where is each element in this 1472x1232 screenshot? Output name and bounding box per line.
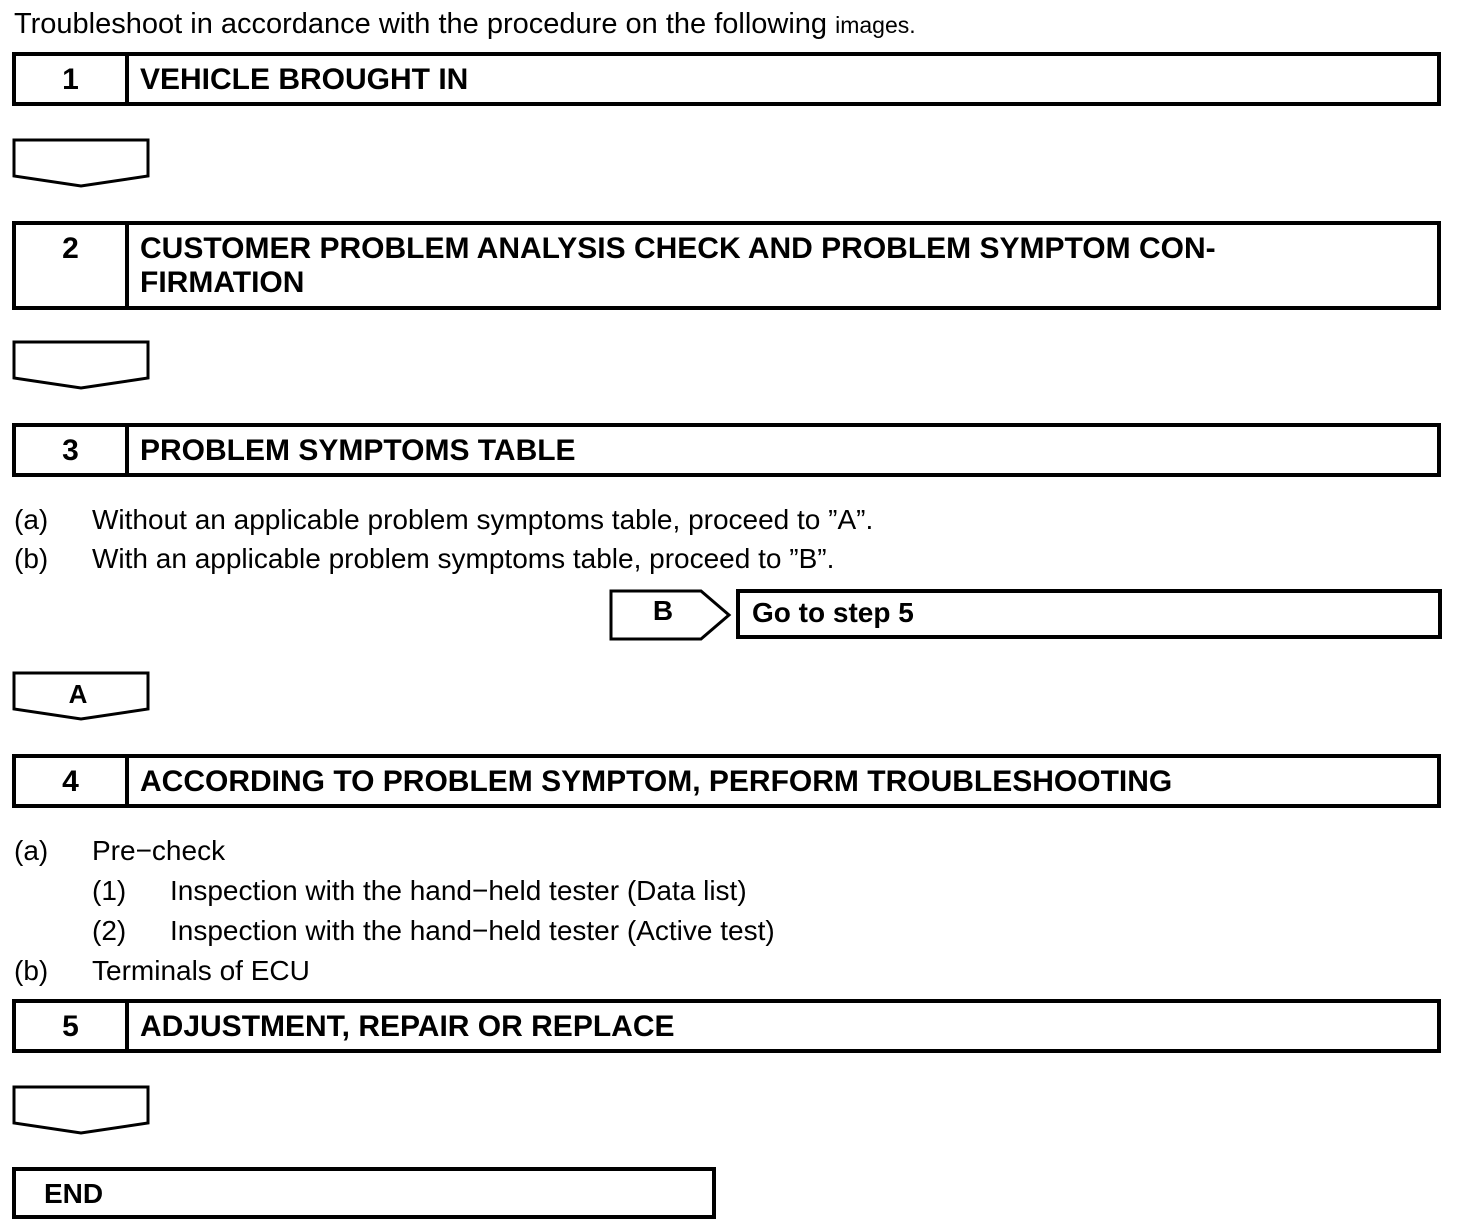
intro-main: Troubleshoot in accordance with the procedure on the following [14, 8, 828, 40]
intro-tail: images. [835, 12, 916, 38]
flow-arrow-5 [12, 1085, 150, 1135]
step-title: ACCORDING TO PROBLEM SYMPTOM, PERFORM TROUBLESHOOTING [140, 765, 1173, 798]
branch-a-label: A [68, 679, 88, 709]
step-title-line-2: FIRMATION [140, 266, 305, 299]
branch-b-target: Go to step 5 [736, 589, 1442, 639]
step4-note-b [14, 953, 310, 989]
step-5-box [12, 999, 1441, 1053]
note-text: Inspection with the hand−held tester (Active test) [170, 915, 775, 946]
step-number: 5 [16, 1003, 129, 1049]
step-number: 3 [16, 427, 129, 473]
step-title: PROBLEM SYMPTOMS TABLE [140, 434, 576, 467]
step-2-box [12, 221, 1441, 310]
note-text: Pre−check [92, 835, 226, 866]
note-tag: (b) [14, 955, 49, 986]
step-number: 1 [16, 56, 129, 102]
branch-b-arrow [609, 589, 731, 641]
note-tag: (2) [92, 915, 127, 946]
step-3-box [12, 423, 1441, 477]
step-number: 2 [16, 225, 129, 306]
note-tag: (a) [14, 504, 49, 535]
step-number: 4 [16, 758, 129, 804]
flow-arrow-a [12, 671, 150, 721]
step-1-box [12, 52, 1441, 106]
step4-note-a2 [92, 913, 775, 949]
step-title-line-1: CUSTOMER PROBLEM ANALYSIS CHECK AND PROBLEM SYMPTOM CON- [140, 232, 1216, 265]
end-box: END [12, 1167, 716, 1219]
note-tag: (a) [14, 835, 49, 866]
step-title [129, 225, 1437, 306]
intro-text [14, 6, 916, 43]
step-title: ADJUSTMENT, REPAIR OR REPLACE [140, 1010, 675, 1043]
note-text: With an applicable problem symptoms table, proceed to ”B”. [92, 543, 835, 574]
note-tag: (b) [14, 543, 49, 574]
flow-arrow-1 [12, 138, 150, 188]
note-text: Without an applicable problem symptoms table, proceed to ”A”. [92, 504, 874, 535]
flow-arrow-2 [12, 340, 150, 390]
step4-note-a [14, 833, 225, 869]
note-text: Inspection with the hand−held tester (Data list) [170, 875, 747, 906]
step-4-box [12, 754, 1441, 808]
branch-b-label: B [652, 595, 674, 626]
step-title: VEHICLE BROUGHT IN [140, 63, 469, 96]
step3-note-a [14, 502, 873, 538]
step4-note-a1 [92, 873, 747, 909]
note-tag: (1) [92, 875, 127, 906]
step3-note-b [14, 541, 834, 577]
note-text: Terminals of ECU [92, 955, 310, 986]
